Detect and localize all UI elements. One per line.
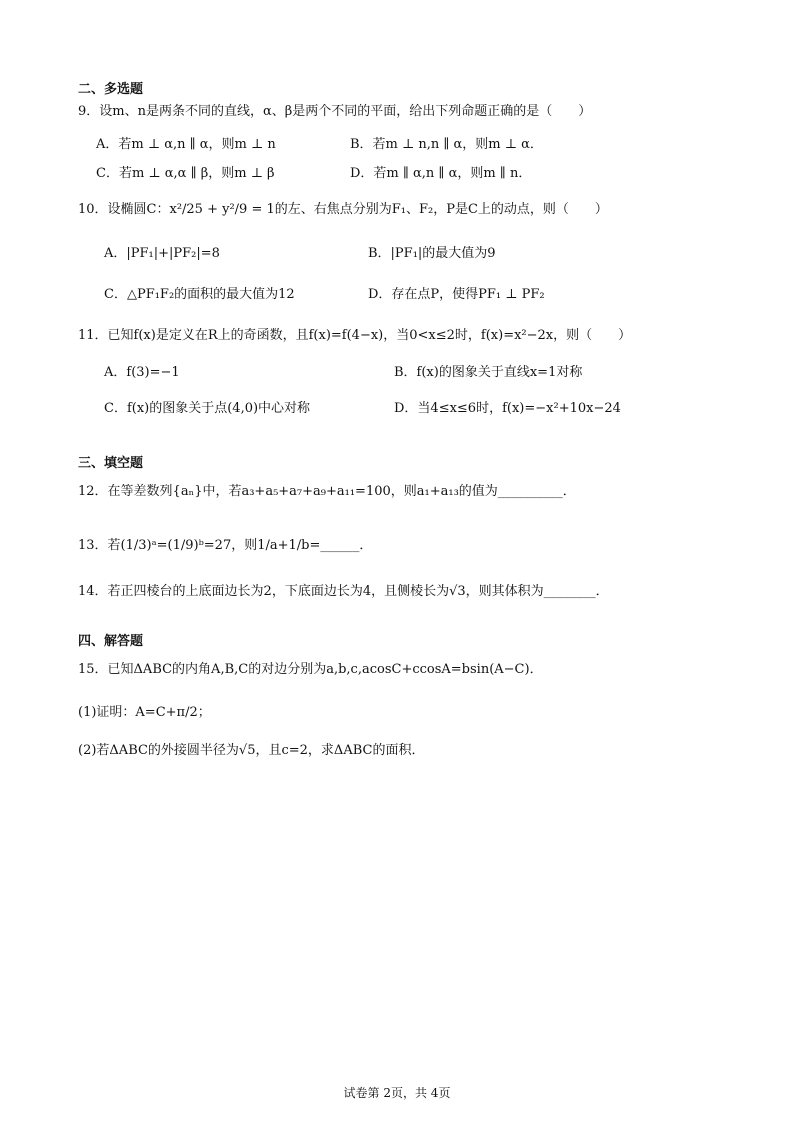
- question-10-option-b: B．|PF₁|的最大值为9: [368, 246, 496, 261]
- question-15-part-1: (1)证明：A=C+π/2；: [78, 705, 211, 720]
- question-10-option-a: A．|PF₁|+|PF₂|=8: [104, 246, 220, 261]
- question-9-stem: 9．设m、n是两条不同的直线，α、β是两个不同的平面，给出下列命题正确的是（ ）: [78, 104, 592, 119]
- section-title-fill-blank: 三、填空题: [78, 456, 144, 471]
- section-title-solve: 四、解答题: [78, 634, 144, 649]
- question-10-option-c: C．△PF₁F₂的面积的最大值为12: [104, 287, 295, 302]
- question-13: 13．若(1/3)ᵃ=(1/9)ᵇ=27，则1/a+1/b=______．: [78, 538, 373, 553]
- question-9-option-a: A．若m ⊥ α,n ∥ α，则m ⊥ n: [96, 137, 276, 152]
- section-title-multi-choice: 二、多选题: [78, 82, 144, 97]
- question-12: 12．在等差数列{aₙ}中，若a₃+a₅+a₇+a₉+a₁₁=100，则a₁+a₁₃的值为__________．: [78, 484, 576, 499]
- question-9-option-b: B．若m ⊥ n,n ∥ α，则m ⊥ α．: [350, 137, 543, 152]
- question-14: 14．若正四棱台的上底面边长为2，下底面边长为4，且侧棱长为√3，则其体积为________．: [78, 584, 609, 599]
- question-11-option-a: A．f(3)=−1: [104, 365, 180, 380]
- question-10-option-d: D．存在点P，使得PF₁ ⊥ PF₂: [368, 287, 545, 302]
- question-9-option-d: D．若m ∥ α,n ∥ α，则m ∥ n．: [350, 166, 532, 181]
- question-15-stem: 15．已知ΔABC的内角A,B,C的对边分别为a,b,c,acosC+ccosA=bsin(A−C)．: [78, 662, 543, 677]
- question-11-option-c: C．f(x)的图象关于点(4,0)中心对称: [104, 401, 311, 416]
- page-footer: 试卷第 2页，共 4页: [343, 1086, 451, 1100]
- question-11-stem: 11．已知f(x)是定义在R上的奇函数，且f(x)=f(4−x)，当0<x≤2时，f(x)=x²−2x，则（ ）: [78, 328, 632, 343]
- question-15-part-2: (2)若ΔABC的外接圆半径为√5，且c=2，求ΔABC的面积．: [78, 743, 425, 758]
- question-11-option-b: B．f(x)的图象关于直线x=1对称: [394, 365, 583, 380]
- question-10-stem: 10．设椭圆C：x²/25 + y²/9 = 1的左、右焦点分别为F₁、F₂，P是C上的动点，则（ ）: [78, 202, 608, 217]
- question-9-option-c: C．若m ⊥ α,α ∥ β，则m ⊥ β: [96, 166, 275, 181]
- question-11-option-d: D．当4≤x≤6时，f(x)=−x²+10x−24: [394, 401, 621, 416]
